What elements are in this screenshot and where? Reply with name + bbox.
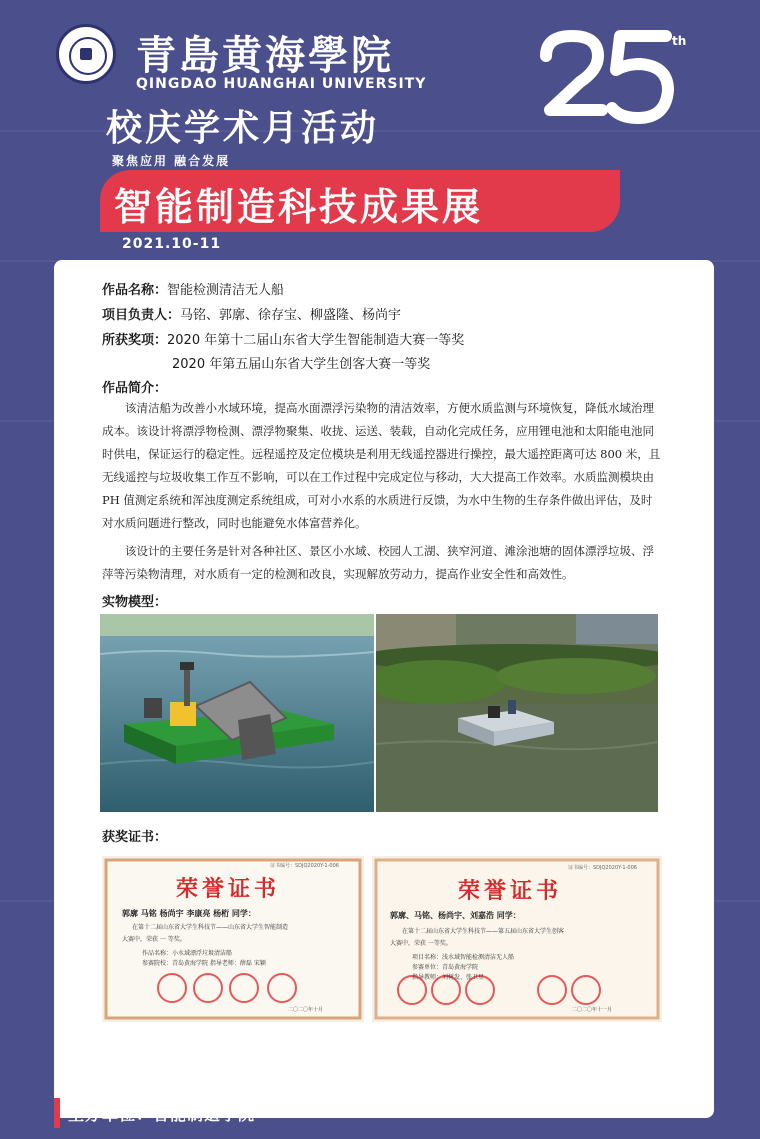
project-name: 智能检测清洁无人船 (167, 283, 285, 298)
certificate-text: 在第十二届山东省大学生科技节——山东省大学生智能制造 (132, 924, 289, 931)
award-item: 2020 年第十二届山东省大学生智能制造大赛一等奖 (167, 333, 465, 348)
university-name-en: QINGDAO HUANGHAI UNIVERSITY (136, 76, 427, 92)
project-leader-row (102, 304, 401, 323)
certificate-school: 参赛院校：青岛黄海学院 指导老师：薛磊 宋颖 (142, 960, 266, 967)
certificate-text: 大赛中，荣获 一等奖。 (390, 940, 452, 947)
certificate-recipients: 郭廓 马铭 杨尚宇 李康亮 杨桁 同学： (122, 909, 256, 918)
intro-paragraph: 该清洁船为改善小水域环境，提高水面漂浮污染物的清洁效率，方便水质监测与环境恢复，降低水域治理成本。该设计将漂浮物检测、漂浮物聚集、收拢、运送、装载，自动化完成任务，应用锂电池和太阳能电池同时供电，保证运行的稳定性。远程遥控及定位模块是利用无线遥控器进行操控，最大遥控距离可达 800 米，且无线遥控与垃圾收集工作互不影响，可以在工作过程中完成定位与移动，大大提高工作效率。水质监测模块由 PH 值测定系统和浑浊度测定系统组成，可对小水系的水质进行反馈，为水中生物的生存条件做出评估，及时对水质问题进行整改，同时也能避免水体富营养化。 (102, 401, 661, 530)
exhibition-title: 智能制造科技成果展 (114, 185, 484, 229)
university-seal-icon (56, 24, 116, 84)
anniversary-suffix: th (672, 34, 687, 48)
university-name-cn: 青島黄海學院 (136, 32, 394, 79)
certificate-text: 在第十二届山东省大学生科技节——第五届山东省大学生创客 (402, 928, 565, 935)
award-row (102, 329, 464, 348)
certificate-teacher: 指导教师：刘树发、张卫星 (412, 974, 485, 981)
event-title: 校庆学术月活动 (106, 108, 380, 149)
certificate-heading: 荣誉证书 (458, 879, 563, 904)
certificate-date: 二〇二〇年十一月 (572, 1007, 613, 1013)
certificate-work: 项目名称：浅水域智能检测清洁无人船 (412, 954, 515, 961)
organizer: 主办单位：智能制造学院 (68, 1105, 256, 1124)
footer-accent-bar (54, 1098, 60, 1128)
event-date: 2021.10-11 (122, 236, 222, 252)
certificate-work: 作品名称：小水域漂浮垃圾清洁船 (142, 950, 233, 957)
certificate-serial: 证书编号：SDJQ2020Y-1-006 (568, 865, 637, 871)
certificate-text: 大赛中，荣获 一 等奖。 (122, 936, 186, 943)
intro-paragraph: 该设计的主要任务是针对各种社区、景区小水域、校园人工湖、狭窄河道、滩涂池塘的固体漂浮垃圾、浮萍等污染物清理，对水质有一定的检测和改良，实现解放劳动力，提高作业安全性和高效性。 (102, 544, 654, 581)
intro-label: 作品简介： (102, 381, 168, 396)
anniversary-25-logo-icon (540, 26, 680, 126)
model-label: 实物模型： (102, 595, 168, 610)
project-card (54, 260, 714, 1118)
project-leaders: 马铭、郭廓、徐存宝、柳盛隆、杨尚宇 (180, 308, 402, 323)
certificate-heading: 荣誉证书 (176, 877, 281, 902)
project-leader-label: 项目负责人： (102, 308, 181, 323)
project-name-row (102, 279, 284, 298)
exhibition-banner (100, 170, 620, 232)
certificate-school: 参赛单位：青岛黄海学院 (412, 964, 479, 971)
boat-on-water-photo-image (376, 614, 658, 812)
slogan: 聚焦应用 融合发展 (112, 154, 231, 168)
certificate-date: 二〇二〇年十月 (288, 1007, 324, 1013)
certificate-2 (372, 856, 662, 1022)
certificate-label: 获奖证书： (102, 830, 168, 845)
project-name-label: 作品名称： (102, 283, 168, 298)
certificate-1 (102, 856, 364, 1022)
boat-model-render-image (100, 614, 374, 812)
certificate-serial: 证书编号：SDJQ2020Y-1-006 (270, 863, 339, 869)
certificate-recipients: 郭廓、马铭、杨尚宇、刘嘉浩 同学： (390, 911, 521, 920)
award-item: 2020 年第五届山东省大学生创客大赛一等奖 (172, 357, 431, 372)
awards-label: 所获奖项： (102, 333, 168, 348)
